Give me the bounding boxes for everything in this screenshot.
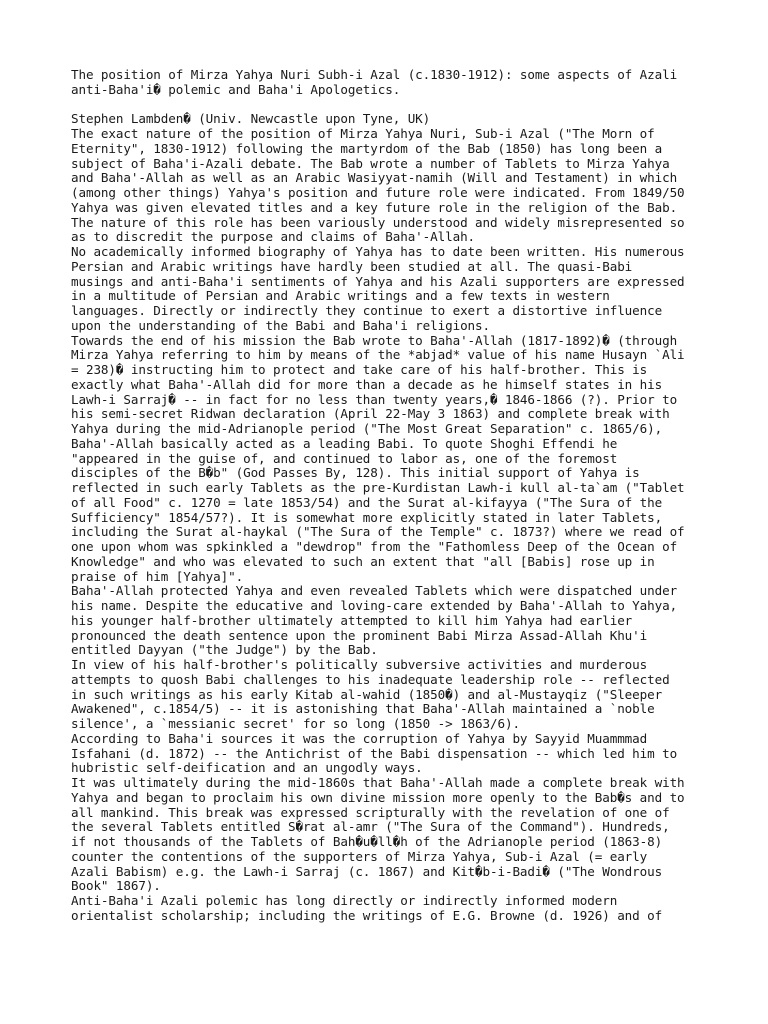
body-line: = 238)� instructing him to protect and take care of his half-brother. This is xyxy=(71,362,648,377)
body-line: Baha'-Allah basically acted as a leading Babi. To quote Shoghi Effendi he xyxy=(71,435,618,451)
body-line: if not thousands of the Tablets of Bah�u�ll�h of the Adrianople period (1863-8) xyxy=(71,834,663,849)
body-line: as to discredit the purpose and claims of Baha'-Allah. xyxy=(71,229,476,245)
body-line: including the Surat al-haykal ("The Sura of the Temple" c. 1873?) where we read of xyxy=(71,524,685,540)
body-line: Anti-Baha'i Azali polemic has long directly or indirectly informed modern xyxy=(71,893,618,908)
body-line: and Baha'-Allah as well as an Arabic Wasiyyat-namih (Will and Testament) in which xyxy=(71,170,678,186)
body-line: his younger half-brother ultimately attempted to kill him Yahya had earlier xyxy=(71,612,633,628)
body-line: counter the contentions of the supporters of Mirza Yahya, Sub-i Azal (= early xyxy=(71,848,648,864)
body-line: (among other things) Yahya's position and future role were indicated. From 1849/50 xyxy=(71,185,685,200)
body-line: exactly what Baha'-Allah did for more than a decade as he himself states in his xyxy=(71,376,663,392)
body-line: Azali Babism) e.g. the Lawh-i Sarraj (c. 1867) and Kit�b-i-Badi� ("The Wondrous xyxy=(71,863,663,879)
body-line: upon the understanding of the Babi and Baha'i religions. xyxy=(71,317,490,333)
body-line: Yahya and began to proclaim his own divine mission more openly to the Bab�s and to xyxy=(71,789,685,805)
title-line: anti-Baha'i� polemic and Baha'i Apologetics. xyxy=(71,81,401,97)
body-line: silence', a `messianic secret' for so long (1850 -> 1863/6). xyxy=(71,716,520,731)
body-line: Towards the end of his mission the Bab wrote to Baha'-Allah (1817-1892)� (through xyxy=(71,332,678,348)
body-line: Yahya was given elevated titles and a key future role in the religion of the Bab. xyxy=(71,199,678,215)
body-line: in such writings as his early Kitab al-wahid (1850�) and al-Mustayqiz ("Sleeper xyxy=(71,686,663,702)
body-line: hubristic self-deification and an ungodly ways. xyxy=(71,760,423,776)
body-line: disciples of the B�b" (God Passes By, 128). This initial support of Yahya is xyxy=(71,465,640,481)
body-line: The exact nature of the position of Mirza Yahya Nuri, Sub-i Azal ("The Morn of xyxy=(71,126,655,141)
body-line: praise of him [Yahya]". xyxy=(71,568,244,584)
document-body xyxy=(71,127,761,924)
body-line: Isfahani (d. 1872) -- the Antichrist of the Babi dispensation -- which led him to xyxy=(71,745,678,761)
body-line: Awakened", c.1854/5) -- it is astonishing that Baha'-Allah maintained a `noble xyxy=(71,701,655,717)
document-page xyxy=(71,68,761,924)
body-line: subject of Baha'i-Azali debate. The Bab wrote a number of Tablets to Mirza Yahya xyxy=(71,155,670,171)
body-line: one upon whom was spkinkled a "dewdrop" from the "Fathomless Deep of the Ocean of xyxy=(71,539,678,554)
body-line: Yahya during the mid-Adrianople period ("The Most Great Separation" c. 1865/6), xyxy=(71,421,663,436)
body-line: Mirza Yahya referring to him by means of the *abjad* value of his name Husayn `Ali xyxy=(71,347,685,363)
body-line: the several Tablets entitled S�rat al-amr ("The Sura of the Command"). Hundreds, xyxy=(71,819,670,835)
body-line: reflected in such early Tablets as the pre-Kurdistan Lawh-i kull al-ta`am ("Tablet xyxy=(71,480,685,495)
body-line: Eternity", 1830-1912) following the martyrdom of the Bab (1850) has long been a xyxy=(71,140,663,156)
spacer xyxy=(71,98,761,113)
body-line: languages. Directly or indirectly they continue to exert a distortive influence xyxy=(71,303,663,318)
body-line: attempts to quosh Babi challenges to his inadequate leadership role -- reflected xyxy=(71,671,670,687)
author-line: Stephen Lambden� (Univ. Newcastle upon Tyne, UK) xyxy=(71,111,431,127)
body-line: According to Baha'i sources it was the corruption of Yahya by Sayyid Muammmad xyxy=(71,730,648,746)
body-line: It was ultimately during the mid-1860s that Baha'-Allah made a complete break with xyxy=(71,775,685,790)
body-line: Persian and Arabic writings have hardly been studied at all. The quasi-Babi xyxy=(71,258,633,274)
body-line: Sufficiency" 1854/57?). It is somewhat more explicitly stated in later Tablets, xyxy=(71,509,663,525)
body-line: musings and anti-Baha'i sentiments of Yahya and his Azali supporters are expressed xyxy=(71,273,685,289)
title-line: The position of Mirza Yahya Nuri Subh-i Azal (c.1830-1912): some aspects of Azali xyxy=(71,67,678,82)
body-line: his name. Despite the educative and loving-care extended by Baha'-Allah to Yahya, xyxy=(71,598,678,613)
body-line: pronounced the death sentence upon the prominent Babi Mirza Assad-Allah Khu'i xyxy=(71,627,648,643)
body-line: Baha'-Allah protected Yahya and even revealed Tablets which were dispatched under xyxy=(71,583,678,599)
document-title xyxy=(71,68,761,98)
body-line: No academically informed biography of Yahya has to date been written. His numerous xyxy=(71,244,685,259)
body-line: "appeared in the guise of, and continued to labor as, one of the foremost xyxy=(71,450,618,466)
body-line: Lawh-i Sarraj� -- in fact for no less than twenty years,� 1846-1866 (?). Prior to xyxy=(71,391,678,407)
body-line: entitled Dayyan ("the Judge") by the Bab. xyxy=(71,642,378,658)
body-line: In view of his half-brother's politically subversive activities and murderous xyxy=(71,657,648,672)
body-line: all mankind. This break was expressed scripturally with the revelation of one of xyxy=(71,804,670,820)
body-line: Knowledge" and who was elevated to such an extent that "all [Babis] rose up in xyxy=(71,553,655,569)
body-line: orientalist scholarship; including the writings of E.G. Browne (d. 1926) and of xyxy=(71,907,663,923)
body-line: of all Food" c. 1270 = late 1853/54) and the Surat al-kifayya ("The Sura of the xyxy=(71,494,663,510)
body-line: The nature of this role has been variously understood and widely misrepresented so xyxy=(71,214,685,230)
body-line: in a multitude of Persian and Arabic writings and a few texts in western xyxy=(71,288,610,304)
body-line: Book" 1867). xyxy=(71,878,161,894)
body-line: his semi-secret Ridwan declaration (April 22-May 3 1863) and complete break with xyxy=(71,406,670,422)
